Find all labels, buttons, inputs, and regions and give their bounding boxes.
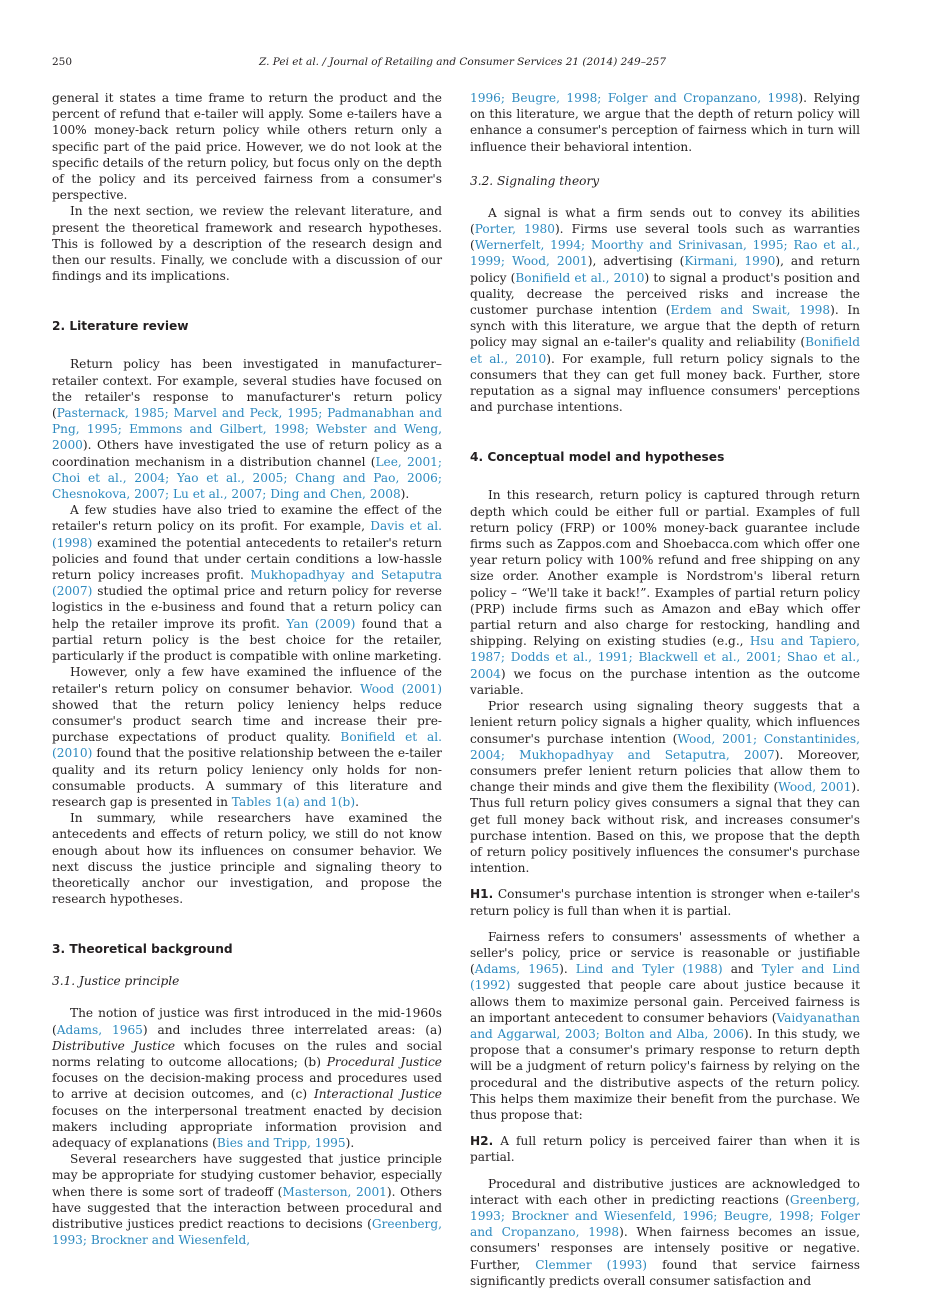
- paragraph: A few studies have also tried to examine the effect of the retailer's return policy on its profit. For example, Davis et al. (1998) examined the potential antecedents to retailer's return policies and found that under certain conditions a low-hassle return policy increases profit. Mukhopadhyay and Setaputra (2007) studied the optimal price and return policy for reverse logistics in the e-business and found that a return policy can help the retailer improve its profit. Yan (2009) found that a partial return policy is the best choice for the retailer, particularly if the product is compatible with online marketing.: [52, 503, 443, 664]
- page-number: 250: [52, 56, 73, 68]
- paragraph: Several researchers have suggested that justice principle may be appropriate for studying customer behavior, especially when there is some sort of tradeoff (Masterson, 2001). Others have suggested that the interaction between procedural and distributive justices predict reactions to decisions (Greenberg, 1993; Brockner and Wiesenfeld,: [52, 1152, 442, 1248]
- hypothesis-h2: H2. A full return policy is perceived fairer than when it is partial.: [470, 1134, 860, 1165]
- citation-link[interactable]: 1996; Beugre, 1998; Folger and Cropanzano, 1998: [470, 91, 799, 105]
- paragraph: 1996; Beugre, 1998; Folger and Cropanzano, 1998). Relying on this literature, we argue that the depth of return policy will enhance a consumer's perception of fairness which in turn will influence their behavioral intention.: [470, 91, 860, 154]
- citation-link[interactable]: Vaidyanathan and Aggarwal, 2003; Bolton and Alba, 2006: [470, 1010, 860, 1041]
- paragraph: Procedural and distributive justices are acknowledged to interact with each other in predicting reactions (Greenberg, 1993; Brockner and Wiesenfeld, 1996; Beugre, 1998; Folger and Cropanzano, 1998). When fairness becomes an issue, consumers' responses are intensely positive or negative. Further, Clemmer (1993) found that service fairness significantly predicts overall consumer satisfaction and: [470, 1176, 860, 1288]
- citation-link[interactable]: Erdem and Swait, 1998: [670, 303, 831, 318]
- paragraph: Fairness refers to consumers' assessments of whether a seller's policy, price or service is reasonable or justifiable (Adams, 1965). Lind and Tyler (1988) and Tyler and Lind (1992) suggested that people care about justice because it allows them to maximize personal gain. Perceived fairness is an important antecedent to consumer behaviors (Vaidyanathan and Aggarwal, 2003; Bolton and Alba, 2006). In this study, we propose that a consumer's primary response to return depth will be a judgment of return policy's fairness by relying on the procedural and the distributive aspects of the return policy. This helps them maximize their benefit from the purchase. We thus propose that:: [470, 929, 860, 1122]
- citation-link[interactable]: Bies and Tripp, 1995: [216, 1135, 346, 1150]
- paragraph: In the next section, we review the relevant literature, and present the theoretical framework and research hypotheses. This is followed by a description of the research design and then our results. Finally, we conclude with a discussion of our findings and its implications.: [52, 204, 442, 284]
- citation-link[interactable]: Porter, 1980: [474, 222, 555, 237]
- hypothesis-h1: H1. Consumer's purchase intention is stronger when e-tailer's return policy is full than when it is partial.: [470, 887, 860, 918]
- citation-link[interactable]: Bonifield et al., 2010: [515, 270, 645, 285]
- paragraph: In this research, return policy is captured through return depth which could be either full or partial. Examples of full return policy (FRP) or 100% money-back guarantee include firms such as Zappos.com and Shoebacca.com which offer one year return policy with 100% refund and free shipping on any size order. Another example is Nordstrom's liberal return policy – “We'll take it back!”. Examples of partial return policy (PRP) include firms such as Amazon and eBay which offer partial return and also charge for restocking, handling and shipping. Relying on existing studies (e.g., Hsu and Tapiero, 1987; Dodds et al., 1991; Blackwell et al., 2001; Shao et al., 2004) we focus on the purchase intention as the outcome variable.: [470, 488, 861, 697]
- subsection-heading-signaling-theory: 3.2. Signaling theory: [470, 173, 600, 188]
- citation-link[interactable]: Bonifield et al. (2010): [52, 730, 442, 761]
- section-heading-conceptual-model: 4. Conceptual model and hypotheses: [470, 450, 725, 465]
- citation-link[interactable]: Lind and Tyler (1988): [575, 962, 723, 977]
- citation-link[interactable]: Wood (2001): [360, 681, 442, 696]
- paragraph: Return policy has been investigated in manufacturer–retailer context. For example, several studies have focused on the retailer's response to manufacturer's return policy (Pasternack, 1985; Marvel and Peck, 1995; Padmanabhan and Png, 1995; Emmons and Gilbert, 1998; Webster and Weng, 2000). Others have investigated the use of return policy as a coordination mechanism in a distribution channel (Lee, 2001; Choi et al., 2004; Yao et al., 2005; Chang and Pao, 2006; Chesnokova, 2007; Lu et al., 2007; Ding and Chen, 2008).: [52, 357, 442, 502]
- citation-link[interactable]: Clemmer (1993): [535, 1257, 648, 1272]
- citation-link[interactable]: Davis et al. (1998): [52, 519, 442, 550]
- citation-link[interactable]: Greenberg, 1993; Brockner and Wiesenfeld,: [52, 1216, 442, 1248]
- citation-link[interactable]: Bonifield et al., 2010: [470, 335, 860, 366]
- paragraph: A signal is what a firm sends out to convey its abilities (Porter, 1980). Firms use several tools such as warranties (Wernerfelt, 1994; Moorthy and Srinivasan, 1995; Rao et al., 1999; Wood, 2001), advertising (Kirmani, 1990), and return policy (Bonifield et al., 2010) to signal a product's position and quality, decrease the perceived risks and increase the customer purchase intention (Erdem and Swait, 1998). In synch with this literature, we argue that the depth of return policy may signal an e-tailer's quality and reliability (Bonifield et al., 2010). For example, full return policy signals to the consumers that they can get full money back. Further, store reputation as a signal may influence consumers' perceptions and purchase intentions.: [470, 205, 861, 415]
- citation-link[interactable]: Greenberg, 1993; Brockner and Wiesenfeld, 1996; Beugre, 1998; Folger and Cropanzano, 1998: [470, 1192, 860, 1240]
- citation-link[interactable]: Lee, 2001; Choi et al., 2004; Yao et al., 2005; Chang and Pao, 2006; Chesnokova, 2007; Lu et al., 2007; Ding and Chen, 2008: [52, 454, 442, 502]
- paragraph: In summary, while researchers have examined the antecedents and effects of return policy, we still do not know enough about how its influences on consumer behavior. We next discuss the justice principle and signaling theory to theoretically anchor our investigation, and propose the research hypotheses.: [52, 811, 442, 907]
- citation-link[interactable]: Mukhopadhyay and Setaputra (2007): [52, 568, 442, 599]
- citation-link[interactable]: Adams, 1965: [474, 962, 560, 977]
- citation-link[interactable]: Wernerfelt, 1994; Moorthy and Srinivasan, 1995; Rao et al., 1999; Wood, 2001: [470, 238, 860, 269]
- paragraph: general it states a time frame to return the product and the percent of refund that e-tailer will apply. Some e-tailers have a 100% money-back return policy while others return only a specific part of the paid price. However, we do not look at the specific details of the return policy, but focus only on the depth of the policy and its perceived fairness from a consumer's perspective.: [52, 91, 442, 203]
- citation-link[interactable]: Tyler and Lind (1992): [470, 962, 860, 993]
- left-column: [52, 90, 442, 1248]
- citation-link[interactable]: Wood, 2001; Constantinides, 2004; Mukhopadhyay and Setaputra, 2007: [470, 731, 860, 762]
- section-heading-literature-review: 2. Literature review: [52, 319, 189, 334]
- paragraph: Prior research using signaling theory suggests that a lenient return policy signals a higher quality, which influences consumer's purchase intention (Wood, 2001; Constantinides, 2004; Mukhopadhyay and Setaputra, 2007). Moreover, consumers prefer lenient return policies that allow them to change their minds and give them the flexibility (Wood, 2001). Thus full return policy gives consumers a signal that they can get full money back without risk, and increases consumer's purchase intention. Based on this, we propose that the depth of return policy positively influences the consumer's purchase intention.: [470, 699, 860, 876]
- citation-link[interactable]: Adams, 1965: [56, 1022, 143, 1037]
- citation-link[interactable]: Pasternack, 1985; Marvel and Peck, 1995; Padmanabhan and Png, 1995; Emmons and Gilbert, 1998; Webster and Weng, 2000: [52, 406, 442, 453]
- paragraph: However, only a few have examined the influence of the retailer's return policy on consumer behavior. Wood (2001) showed that the return policy leniency helps reduce consumer's product search time and increase their pre-purchase expectations of product quality. Bonifield et al. (2010) found that the positive relationship between the e-tailer quality and its return policy leniency only holds for non-consumable products. A summary of this literature and research gap is presented in Tables 1(a) and 1(b).: [52, 665, 442, 809]
- citation-link[interactable]: Kirmani, 1990: [684, 254, 776, 269]
- running-head: Z. Pei et al. / Journal of Retailing and Consumer Services 21 (2014) 249–257: [259, 56, 666, 68]
- paragraph: The notion of justice was first introduced in the mid-1960s (Adams, 1965) and includes three interrelated areas: (a) Distributive Justice which focuses on the rules and social norms relating to outcome allocations; (b) Procedural Justice focuses on the decision-making process and procedures used to arrive at decision outcomes, and (c) Interactional Justice focuses on the interpersonal treatment enacted by decision makers including appropriate information provision and adequacy of explanations (Bies and Tripp, 1995).: [52, 1006, 442, 1150]
- citation-link[interactable]: Hsu and Tapiero, 1987; Dodds et al., 1991; Blackwell et al., 2001; Shao et al., 2004: [470, 634, 861, 681]
- table-reference-link[interactable]: Tables 1(a) and 1(b): [231, 794, 356, 809]
- right-column: [470, 90, 860, 1289]
- citation-link[interactable]: Yan (2009): [286, 616, 356, 631]
- subsection-heading-justice-principle: 3.1. Justice principle: [52, 974, 180, 989]
- citation-link[interactable]: Wood, 2001: [778, 780, 852, 795]
- section-heading-theoretical-background: 3. Theoretical background: [52, 942, 233, 957]
- citation-link[interactable]: Masterson, 2001: [282, 1184, 387, 1199]
